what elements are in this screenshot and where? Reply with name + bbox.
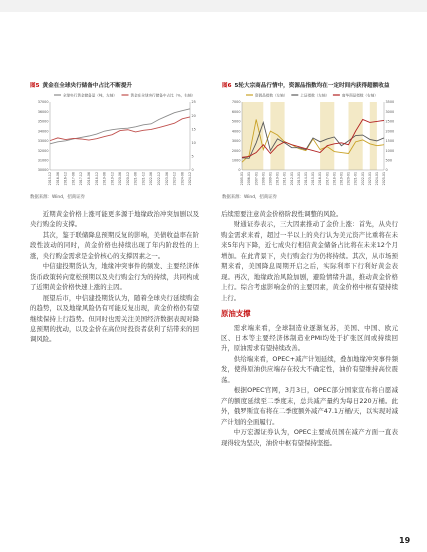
fig5-y-tick-left: 36000: [37, 109, 49, 114]
fig6-y-tick-left: 4000: [231, 129, 241, 134]
fig6-y-tick-left: 3000: [231, 139, 241, 144]
fig6-y-tick-right: 1500: [385, 139, 395, 144]
left-text-column: [30, 209, 199, 345]
fig6-y-tick-right: 2000: [385, 129, 395, 134]
fig6-x-tick: 2009-01: [268, 172, 273, 186]
fig6-y-tick-left: 1000: [231, 158, 241, 163]
left-paragraph-2: 其次，鉴于联储降息预期反复的影响，美债收益率在阶段性波动的同时，黄金价格也持续出现了年内阶段性的上涨，央行购金需求是金价核心的支撑因素之一。: [30, 230, 199, 260]
fig5-y-tick-right: 10: [191, 141, 196, 145]
fig6-x-tick: 2025-01: [382, 172, 387, 186]
fig5-x-tick: 2016-06: [55, 172, 60, 186]
fig5-y-tick-left: 35000: [37, 119, 49, 124]
fig5-x-tick: 2020-06: [118, 172, 123, 186]
right-paragraph-5: 根据OPEC官网，3月3日，OPEC部分国家宣布将自愿减产的额度延续至二季度末，总共减产量约为每日220万桶。此外，俄罗斯宣布将在二季度额外减产47.1万桶/天，以实现对减产计划的全面履行。: [221, 386, 398, 426]
figure-6-caption: 5轮大宗商品行情中，资源品指数均在一定时间内获得超额收益: [234, 83, 390, 89]
figure-6-source: 数据来源：Wind，招商证券: [222, 195, 277, 200]
fig6-y-tick-left: 0: [238, 168, 241, 173]
figure-5-source: 数据来源：Wind，招商证券: [30, 195, 85, 200]
fig6-y-tick-right: 1000: [385, 148, 395, 153]
right-text-column: [221, 209, 398, 448]
fig6-y-tick-left: 6000: [231, 109, 241, 114]
right-paragraph-2: 财通证券表示，三大因素推动了金价上涨：首先，从央行购金需求来看，超过一半以上的央行认为美元资产比重将在未来5年内下降，近七成央行相信黄金储备占比将在未来12个月增加。在此背景下，央行购金行为仍将持续。其次，从市场预期来看，美国降息周期开启之后，实际利率下行利好黄金表现。再次，地缘政治风险加剧，避险情绪升温，推动黄金价格上行。综合考虑影响金价的主要因素，黄金价格中枢有望持续上行。: [221, 220, 398, 302]
fig6-x-tick: 2021-01: [353, 172, 358, 186]
figure-5-chart: [28, 90, 206, 190]
fig5-x-tick: 2020-12: [125, 172, 130, 186]
fig5-x-tick: 2021-06: [133, 172, 138, 186]
fig6-x-tick: 2018-01: [332, 172, 337, 186]
figure-5-number: 图5: [30, 83, 40, 89]
figure-6-number: 图6: [222, 83, 232, 89]
fig6-x-tick: 2016-01: [318, 172, 323, 186]
fig5-x-tick: 2024-12: [188, 172, 193, 186]
fig6-x-tick: 2007-01: [254, 172, 259, 186]
figure-6-title: [222, 81, 389, 89]
fig5-x-tick: 2018-12: [94, 172, 99, 186]
fig5-x-tick: 2022-06: [149, 172, 154, 186]
fig6-shaded-period-3: [320, 102, 334, 170]
fig6-shaded-period-2: [270, 102, 284, 170]
fig6-legend-label-1: 资源品指数（左轴）: [255, 93, 288, 98]
fig5-x-tick: 2024-06: [180, 172, 185, 186]
fig6-y-tick-right: 3500: [385, 100, 395, 105]
fig5-y-tick-left: 30000: [37, 168, 49, 173]
fig6-x-tick: 2006-01: [247, 172, 252, 186]
fig5-y-tick-left: 37000: [37, 100, 49, 105]
fig6-x-tick: 2024-01: [375, 172, 379, 186]
fig6-legend-label-2: 上证指数（左轴）: [300, 93, 330, 98]
fig5-x-tick: 2021-12: [141, 172, 146, 186]
section-heading-oil: 原油支撑: [221, 309, 251, 319]
fig5-x-tick: 2022-12: [156, 172, 161, 186]
left-paragraph-3: 中信建投期货认为，地缘冲突事件的频发、主要经济体货币政策转向宽松预期以及央行购金行为的持续，共同构成了近期黄金价格快速上涨的主因。: [30, 262, 199, 292]
fig6-x-tick: 2010-01: [275, 172, 280, 186]
fig6-y-tick-left: 7000: [231, 100, 241, 105]
fig6-legend-label-3: 南华商品指数（右轴）: [341, 93, 378, 98]
right-paragraph-1: 后续需要注意黄金价格阶段性调整的风险。: [221, 210, 343, 218]
fig5-x-tick: 2017-06: [71, 172, 76, 186]
fig5-x-tick: 2017-12: [79, 172, 84, 186]
fig6-x-tick: 2020-01: [346, 172, 351, 186]
fig5-y-tick-left: 31000: [37, 158, 49, 163]
right-paragraph-3: 需求端来看，全球制造业逐渐复苏，美国、中国、欧元区、日本等主要经济体制造业PMI均处于扩张区间或持续回升，原油需求有望持续改善。: [221, 323, 398, 353]
fig6-y-tick-right: 3000: [385, 109, 395, 114]
fig5-x-tick: 2015-12: [48, 172, 53, 186]
fig5-x-tick: 2019-06: [102, 172, 107, 186]
fig6-y-tick-right: 0: [385, 168, 388, 173]
fig6-x-tick: 2017-01: [325, 172, 330, 186]
fig5-legend-label-2: 黄金在全球央行储备中占比（%，右轴）: [130, 93, 196, 98]
fig6-x-tick: 2014-01: [304, 172, 308, 186]
fig6-x-tick: 2005-01: [240, 172, 245, 186]
right-paragraph-6: 中万宏源证券认为，OPEC主要成员国在减产方面一直表现得较为坚决，油价中枢有望保持坚挺。: [221, 428, 398, 447]
right-paragraph-4: 供给端来看，OPEC+减产计划延续，叠加地缘冲突事件频发，使得原油供应端存在较大不确定性，油价有望维持高位震荡。: [221, 354, 398, 384]
fig6-x-tick: 2011-01: [282, 172, 287, 186]
fig5-legend-label-1: 全球央行黄金储备量（吨，左轴）: [63, 93, 117, 98]
fig6-x-tick: 2013-01: [296, 172, 301, 186]
fig5-y-tick-left: 32000: [37, 148, 49, 153]
fig6-y-tick-right: 2500: [385, 119, 395, 124]
fig5-y-tick-right: 15: [191, 127, 196, 132]
fig5-x-tick: 2023-06: [164, 172, 169, 186]
fig6-y-tick-left: 5000: [231, 119, 241, 124]
fig6-x-tick: 2022-01: [360, 172, 365, 186]
figure-5-title: [30, 81, 132, 89]
fig5-x-tick: 2019-12: [110, 172, 115, 186]
fig6-x-tick: 2023-01: [367, 172, 372, 186]
fig6-shaded-period-5: [370, 102, 377, 170]
fig5-y-tick-right: 25: [191, 100, 196, 105]
fig6-y-tick-left: 2000: [231, 148, 241, 153]
figure-6-chart: [220, 90, 400, 190]
fig5-y-tick-right: 5: [191, 154, 194, 159]
fig6-x-tick: 2008-01: [261, 172, 266, 186]
page-number: 19: [399, 536, 411, 545]
fig6-y-tick-right: 500: [385, 158, 392, 163]
fig5-x-tick: 2023-12: [172, 172, 177, 186]
page-header-bar: [0, 0, 427, 12]
fig5-x-tick: 2016-12: [63, 172, 68, 186]
fig5-x-tick: 2018-06: [86, 172, 91, 186]
fig5-y-tick-right: 20: [191, 113, 196, 118]
fig6-x-tick: 2012-01: [289, 172, 294, 186]
fig6-x-tick: 2015-01: [311, 172, 316, 186]
fig5-y-tick-left: 33000: [37, 139, 49, 144]
fig5-y-tick-right: 0: [191, 168, 194, 173]
fig5-y-tick-left: 34000: [37, 129, 49, 134]
left-paragraph-4: 展望后市，中信建投期货认为，随着全球央行延续购金的趋势，以及地缘风险仍有可能反复出现，黄金价格仍有望继续保持上行趋势。但同时也需关注美国经济数据表现对降息预期的扰动，以及金价在高位时投资者获利了结带来的回调风险。: [30, 293, 199, 344]
left-paragraph-1: 近期黄金价格上涨可能更多源于地缘政治冲突加剧以及央行购金的支撑。: [30, 210, 199, 229]
fig6-x-tick: 2019-01: [339, 172, 344, 186]
figure-5-caption: 黄金在全球央行储备中占比不断提升: [42, 83, 133, 89]
